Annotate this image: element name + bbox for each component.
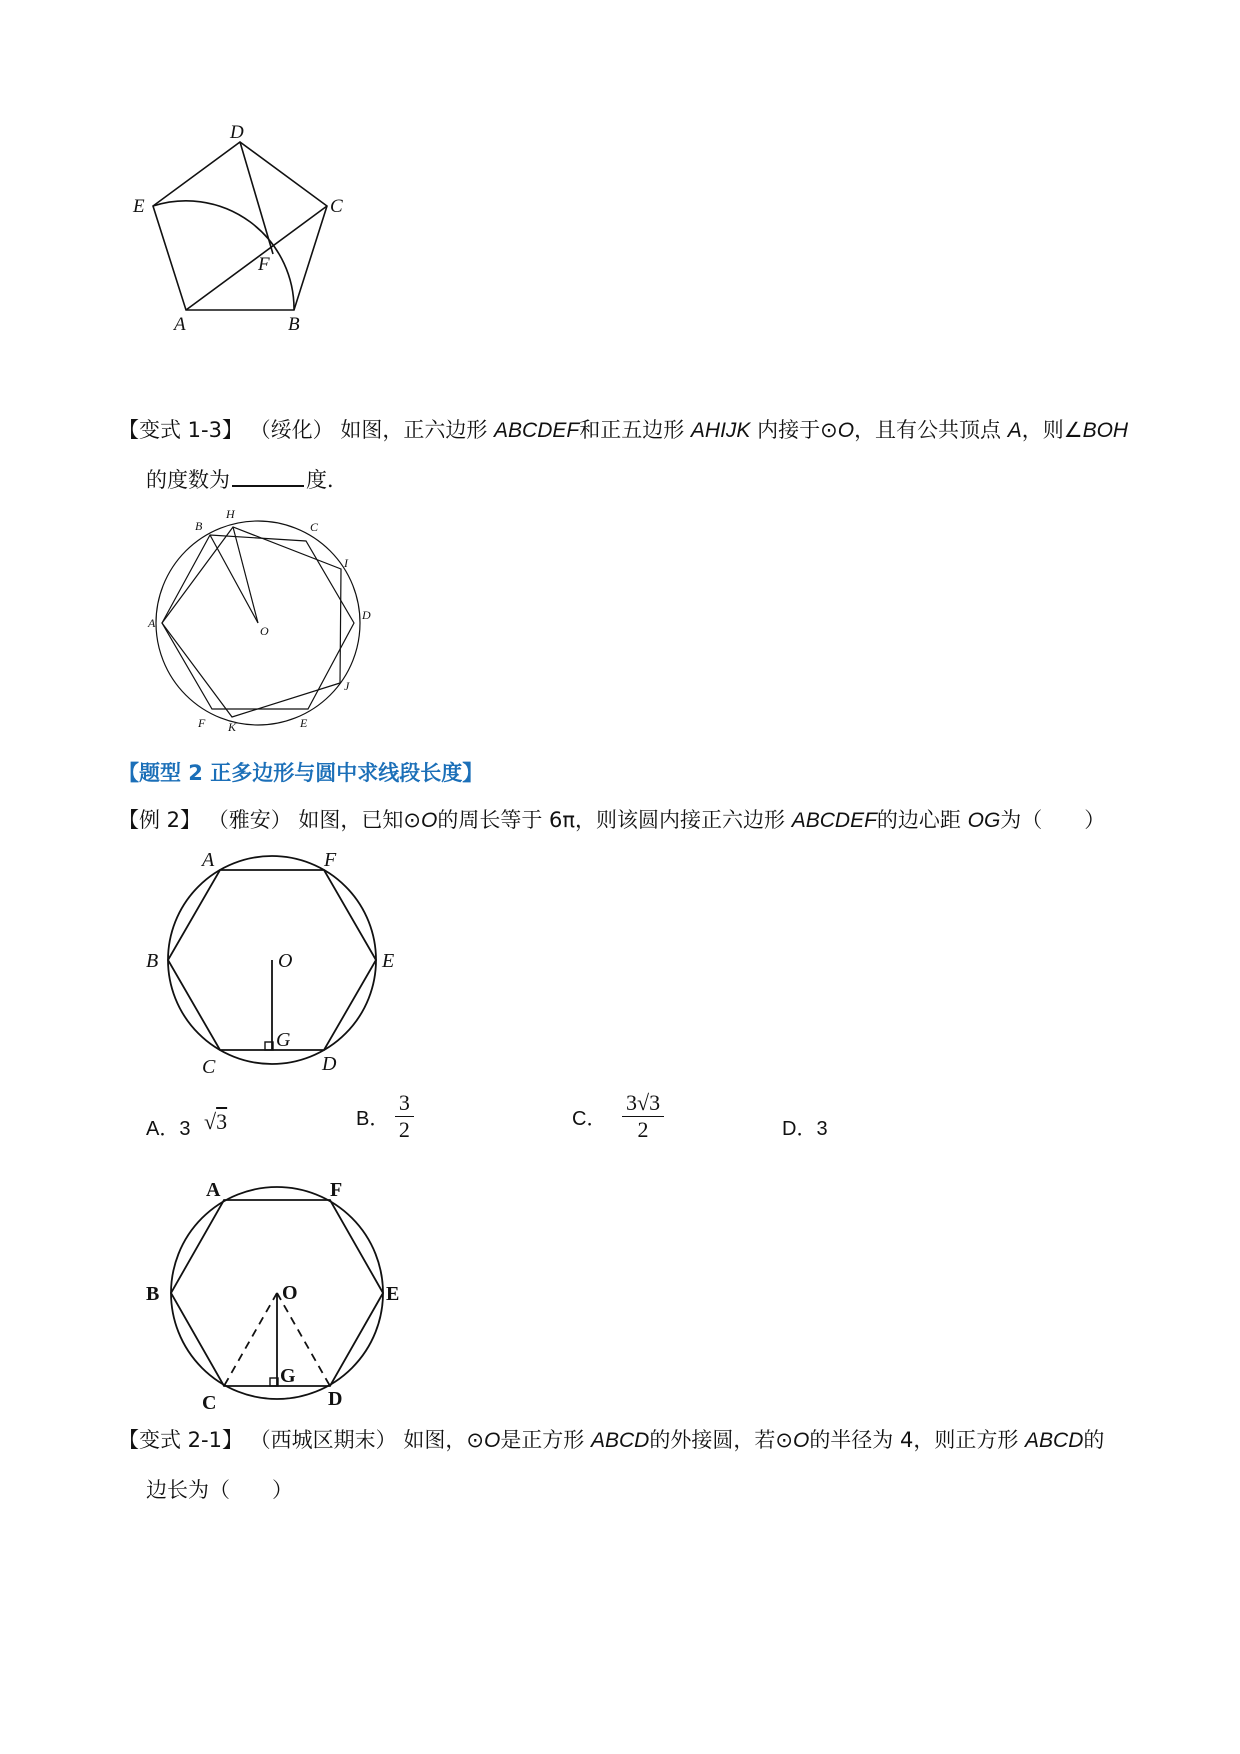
label-a: A — [206, 1179, 221, 1201]
label-a: A — [174, 314, 186, 335]
dashed-oc — [224, 1293, 277, 1386]
variant-tag: 【变式 1-3】 — [118, 418, 243, 442]
fraction-c: $\frac{3√3}{2}$ — [622, 1090, 664, 1143]
variant-2-1-line1: 【变式 2-1】 （西城区期末） 如图，⊙O是正方形 ABCD的外接圆，若⊙O的半径为 4，则正方形 ABCD的 — [118, 1428, 1105, 1452]
segment-oh — [233, 527, 258, 623]
segment-ob — [210, 535, 258, 623]
label-f: F — [198, 716, 206, 730]
option-d[interactable]: D．3 — [782, 1118, 828, 1140]
label-g: G — [280, 1365, 296, 1387]
label-d: D — [230, 122, 244, 143]
fraction-b: $\frac{3}{2}$ — [395, 1090, 414, 1143]
segment-df — [240, 142, 273, 254]
label-h: H — [226, 507, 235, 521]
label-b: B — [288, 314, 300, 335]
label-e: E — [133, 196, 145, 217]
section-heading: 【题型 2 正多边形与圆中求线段长度】 — [118, 761, 484, 785]
label-e: E — [386, 1283, 400, 1305]
label-f: F — [258, 254, 270, 275]
label-c: C — [202, 1056, 216, 1078]
label-c: C — [310, 520, 319, 534]
label-g: G — [276, 1029, 291, 1051]
label-o: O — [260, 624, 269, 638]
option-b[interactable]: B． $\frac{3}{2}$ — [356, 1090, 414, 1143]
label-c: C — [202, 1392, 217, 1414]
label-b: B — [146, 1283, 160, 1305]
label-a: A — [202, 849, 215, 871]
label-k: K — [228, 720, 237, 734]
example-2-line: 【例 2】 （雅安） 如图，已知⊙O的周长等于 6π，则该圆内接正六边形 ABCDEF的边心距 OG为（ ） — [118, 808, 1106, 832]
label-e: E — [300, 716, 308, 730]
variant-1-3-line1: 【变式 1-3】 （绥化） 如图，正六边形 ABCDEF和正五边形 AHIJK 内接于⊙O，且有公共顶点 A，则∠BOH — [118, 418, 1129, 442]
label-d: D — [362, 608, 371, 622]
hexagon-solution-figure — [140, 1168, 410, 1414]
label-a: A — [148, 616, 156, 630]
hexagon-pentagon-circle-figure — [140, 505, 380, 735]
label-d: D — [328, 1388, 343, 1410]
arc-eb — [153, 201, 294, 310]
segment-ac — [186, 206, 327, 310]
hexagon-og-figure — [140, 840, 410, 1080]
label-b: B — [146, 950, 159, 972]
sqrt-expression: √3 — [204, 1109, 228, 1134]
label-j: J — [344, 679, 350, 693]
variant-2-1-line2: 边长为（ ） — [146, 1478, 293, 1502]
label-c: C — [330, 196, 343, 217]
label-b: B — [195, 519, 203, 533]
option-a[interactable]: A．3 √3 — [146, 1109, 228, 1140]
pentagon-arc-figure — [130, 120, 390, 380]
label-o: O — [278, 950, 293, 972]
answer-blank[interactable] — [232, 467, 304, 487]
label-d: D — [322, 1053, 337, 1075]
variant-1-3-line2: 的度数为 度． — [146, 468, 348, 492]
variant-tag: 【变式 2-1】 — [118, 1428, 243, 1452]
example-tag: 【例 2】 — [118, 808, 202, 832]
label-o: O — [282, 1282, 298, 1304]
option-c[interactable]: C． $\frac{3√3}{2}$ — [572, 1090, 664, 1143]
label-i: I — [344, 556, 348, 570]
label-f: F — [324, 849, 337, 871]
label-e: E — [382, 950, 395, 972]
label-f: F — [330, 1179, 343, 1201]
